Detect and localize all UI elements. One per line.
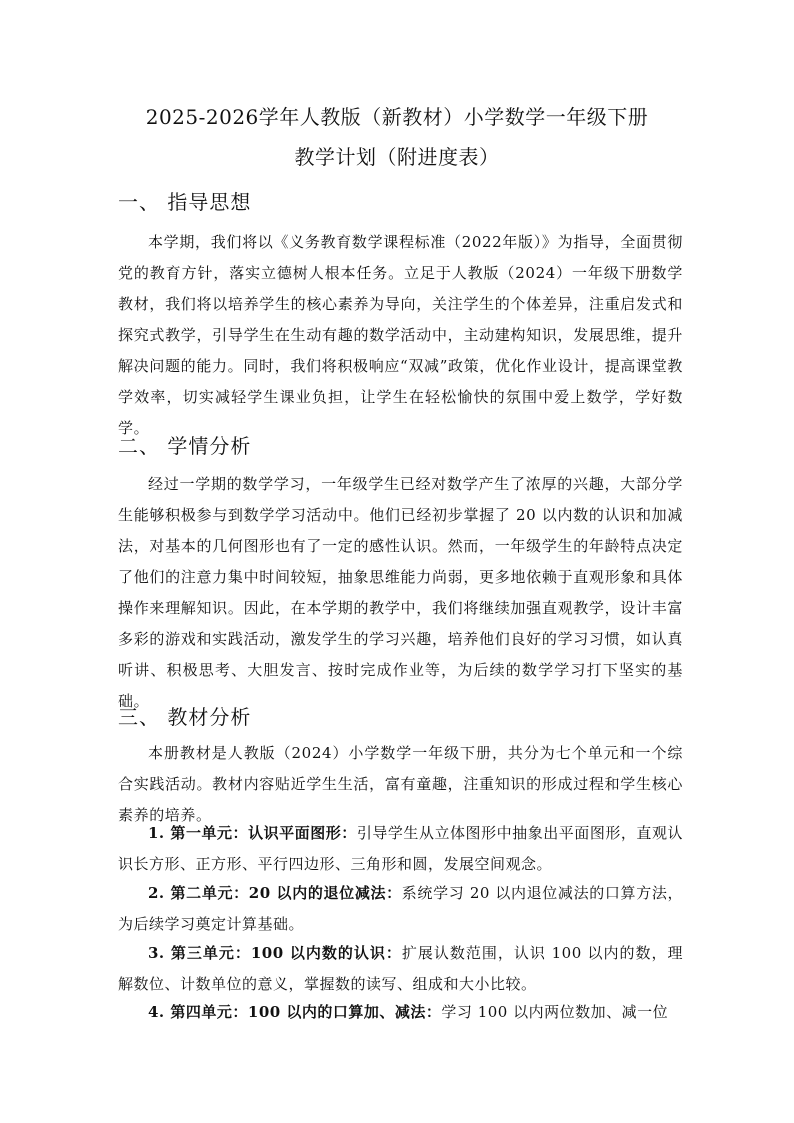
- document-subtitle: 教学计划（附进度表）: [294, 145, 500, 169]
- unit-label: 2. 第二单元：20 以内的退位减法：: [148, 884, 402, 902]
- unit-item: [118, 878, 683, 940]
- section-heading-student-analysis: 二、 学情分析: [118, 434, 252, 458]
- unit-label: 1. 第一单元：认识平面图形：: [148, 824, 357, 842]
- section-paragraph: 本册教材是人教版（2024）小学数学一年级下册，共分为七个单元和一个综合实践活动。教材内容贴近学生生活，富有童趣，注重知识的形成过程和学生核心素养的培养。: [118, 744, 683, 824]
- unit-text: 系统学习 20 以内退位减法的口算方法，为后续学习奠定计算基础。: [118, 884, 684, 933]
- unit-item: [118, 818, 683, 880]
- unit-item: [118, 938, 683, 1000]
- unit-label: 4. 第四单元：100 以内的口算加、减法：: [148, 1003, 442, 1021]
- section-heading-guiding-ideology: 一、 指导思想: [118, 190, 252, 214]
- section-paragraph: 经过一学期的数学学习，一年级学生已经对数学产生了浓厚的兴趣，大部分学生能够积极参与到数学学习活动中。他们已经初步掌握了 20 以内数的认识和加减法，对基本的几何图形也有了一定的感性认识。然而，一年级学生的年龄特点决定了他们的注意力集中时间较短，抽象思维能力尚弱，更多地依赖于直观形象和具体操作来理解知识。因此，在本学期的教学中，我们将继续加强直观教学，设计丰富多彩的游戏和实践活动，激发学生的学习兴趣，培养他们良好的学习习惯，如认真听讲、积极思考、大胆发言、按时完成作业等，为后续的数学学习打下坚实的基础。: [118, 475, 683, 710]
- unit-text: 扩展认数范围，认识 100 以内的数，理解数位、计数单位的意义，掌握数的读写、组成和大小比较。: [118, 944, 683, 993]
- unit-text: 引导学生从立体图形中抽象出平面图形，直观认识长方形、正方形、平行四边形、三角形和圆，发展空间观念。: [118, 824, 683, 873]
- unit-text: 学习 100 以内两位数加、减一位: [441, 1003, 669, 1021]
- section-heading-textbook-analysis: 三、 教材分析: [118, 705, 252, 729]
- document-title: 2025-2026学年人教版（新教材）小学数学一年级下册: [145, 105, 649, 129]
- unit-item: [118, 997, 683, 1028]
- section-paragraph: 本学期，我们将以《义务教育数学课程标准（2022年版）》为指导，全面贯彻党的教育方针，落实立德树人根本任务。立足于人教版（2024）一年级下册数学教材，我们将以培养学生的核心素养为导向，关注学生的个体差异，注重启发式和探究式教学，引导学生在生动有趣的数学活动中，主动建构知识，发展思维，提升解决问题的能力。同时，我们将积极响应“双减”政策，优化作业设计，提高课堂教学效率，切实减轻学生课业负担，让学生在轻松愉快的氛围中爱上数学，学好数学。: [118, 233, 683, 437]
- unit-label: 3. 第三单元：100 以内数的认识：: [148, 944, 402, 962]
